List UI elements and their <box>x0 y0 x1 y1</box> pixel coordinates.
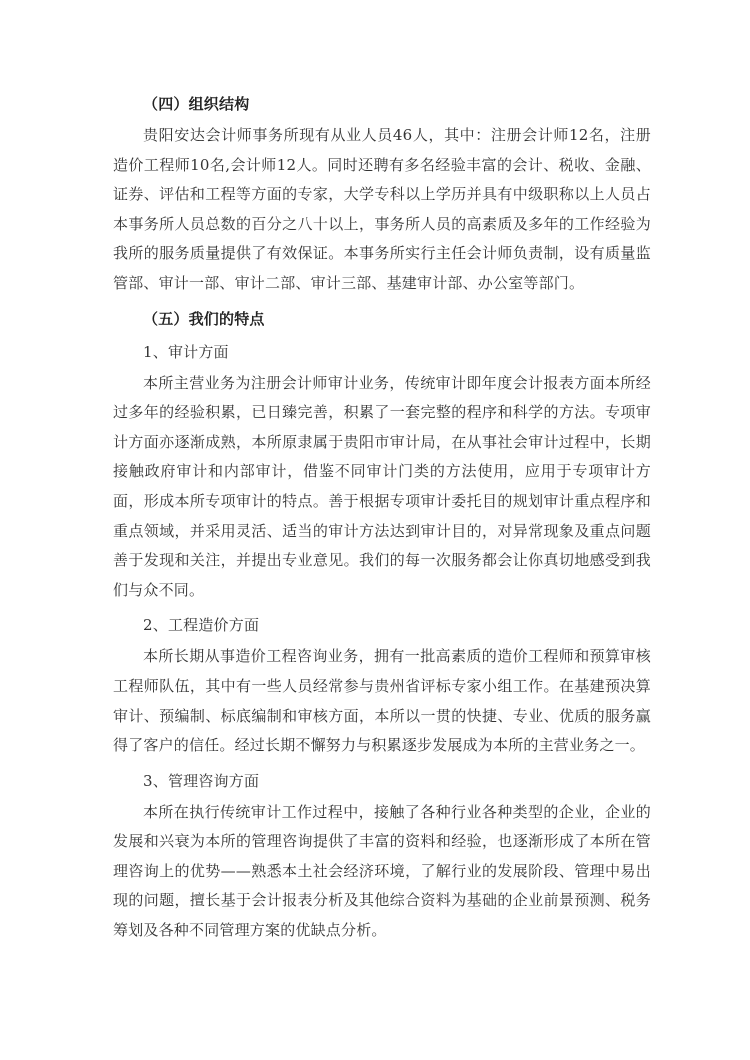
engineering-cost-paragraph: 本所长期从事造价工程咨询业务，拥有一批高素质的造价工程师和预算审核工程师队伍，其中有一些人员经常参与贵州省评标专家小组工作。在基建预决算审计、预编制、标底编制和审核方面，本所以一贯的快捷、专业、优质的服务赢得了客户的信任。经过长期不懈努力与积累逐步发展成为本所的主营业务之一。 <box>113 647 651 755</box>
section-heading-features: （五）我们的特点 <box>143 309 265 328</box>
subheading-audit: 1、审计方面 <box>143 342 229 361</box>
management-consulting-paragraph: 本所在执行传统审计工作过程中，接触了各种行业各种类型的企业，企业的发展和兴衰为本所的管理咨询提供了丰富的资料和经验，也逐渐形成了本所在管理咨询上的优势——熟悉本土社会经济环境，了解行业的发展阶段、管理中易出现的问题，擅长基于会计报表分析及其他综合资料为基础的企业前景预测、税务筹划及各种不同管理方案的优缺点分析。 <box>113 802 651 940</box>
subheading-management-consulting: 3、管理咨询方面 <box>143 771 260 790</box>
section-heading-organization: （四）组织结构 <box>143 95 250 113</box>
document-body <box>113 88 651 946</box>
organization-paragraph: 贵阳安达会计师事务所现有从业人员46人，其中：注册会计师12名，注册造价工程师10名,会计师12人。同时还聘有多名经验丰富的会计、税收、金融、证券、评估和工程等方面的专家，大学专科以上学历并具有中级职称以上人员占本事务所人员总数的百分之八十以上，事务所人员的高素质及多年的工作经验为我所的服务质量提供了有效保证。本事务所实行主任会计师负责制，设有质量监管部、审计一部、审计二部、审计三部、基建审计部、办公室等部门。 <box>113 126 651 292</box>
subheading-engineering-cost: 2、工程造价方面 <box>143 616 260 635</box>
audit-paragraph: 本所主营业务为注册会计师审计业务，传统审计即年度会计报表方面本所经过多年的经验积累，已日臻完善，积累了一套完整的程序和科学的方法。专项审计方面亦逐渐成熟，本所原隶属于贵阳市审计局，在从事社会审计过程中，长期接触政府审计和内部审计，借鉴不同审计门类的方法使用，应用于专项审计方面，形成本所专项审计的特点。善于根据专项审计委托目的规划审计重点程序和重点领域，并采用灵活、适当的审计方法达到审计目的，对异常现象及重点问题善于发现和关注，并提出专业意见。我们的每一次服务都会让你真切地感受到我们与众不同。 <box>113 373 651 599</box>
